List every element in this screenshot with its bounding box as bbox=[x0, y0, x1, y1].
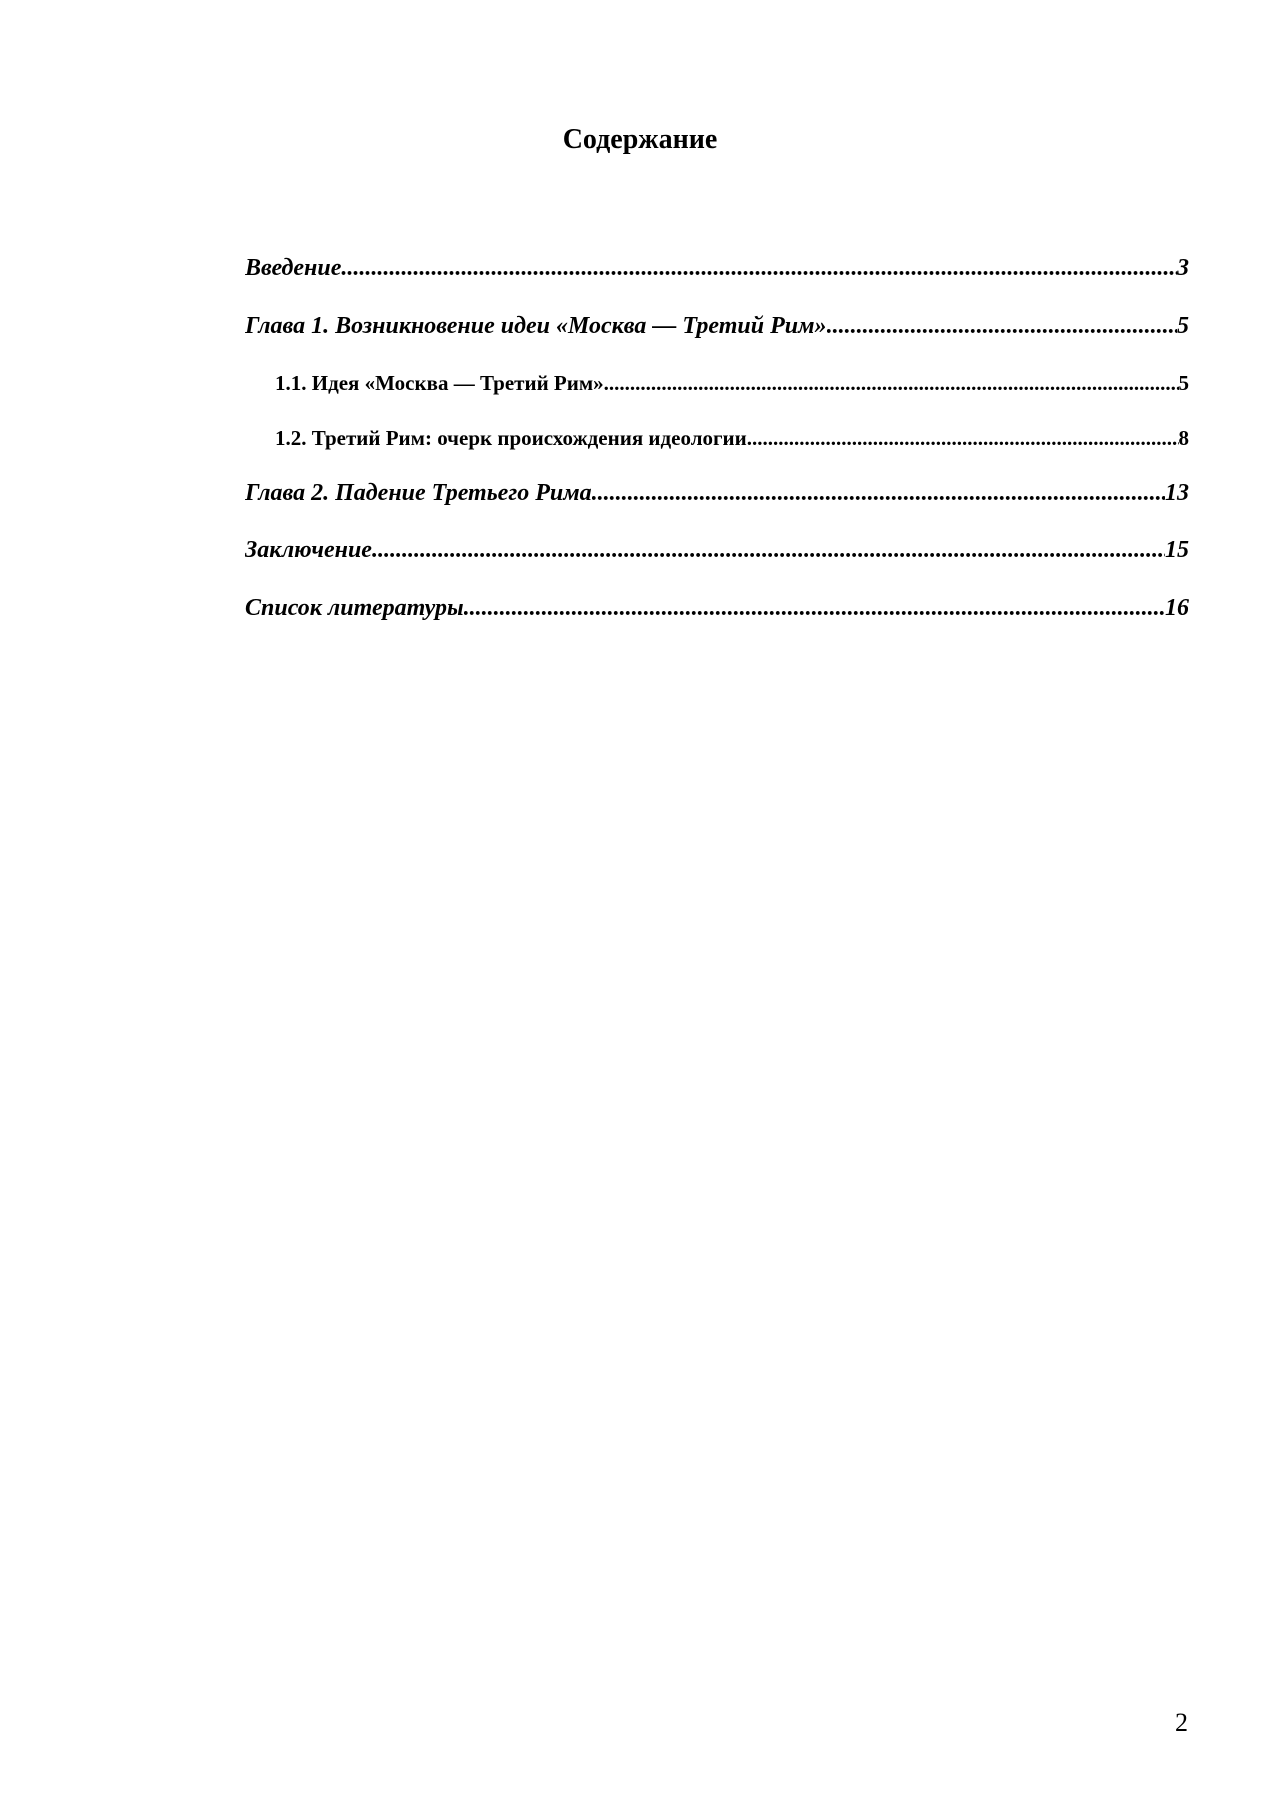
toc-entry-page: 16 bbox=[1165, 595, 1189, 621]
page-title: Содержание bbox=[562, 124, 718, 155]
toc-entry-chapter-2[interactable] bbox=[245, 478, 1189, 508]
toc-entry-title: Введение bbox=[245, 255, 342, 281]
toc-entry-section-1-1[interactable] bbox=[245, 369, 1189, 397]
toc-entry-page: 8 bbox=[1178, 426, 1189, 450]
toc-leader-dots bbox=[827, 311, 1177, 341]
toc-entry-title: Заключение bbox=[245, 537, 372, 563]
toc-entry-conclusion[interactable] bbox=[245, 535, 1189, 565]
toc-entry-introduction[interactable] bbox=[245, 253, 1189, 283]
toc-leader-dots bbox=[747, 424, 1179, 452]
toc-entry-title: 1.2. Третий Рим: очерк происхождения идеологии bbox=[275, 426, 747, 450]
toc-leader-dots bbox=[592, 478, 1165, 508]
toc-entry-chapter-1[interactable] bbox=[245, 311, 1189, 341]
toc-leader-dots bbox=[464, 593, 1165, 623]
toc-leader-dots bbox=[372, 535, 1165, 565]
toc-entry-title: Глава 2. Падение Третьего Рима bbox=[245, 480, 592, 506]
toc-entry-page: 13 bbox=[1165, 480, 1189, 506]
toc-entry-section-1-2[interactable] bbox=[245, 424, 1189, 452]
toc-leader-dots bbox=[341, 253, 1177, 283]
toc-entry-page: 15 bbox=[1165, 537, 1189, 563]
toc-entry-page: 5 bbox=[1177, 313, 1189, 339]
toc-entry-page: 3 bbox=[1177, 255, 1189, 281]
toc-entry-bibliography[interactable] bbox=[245, 593, 1189, 623]
toc-entry-title: Список литературы bbox=[245, 595, 464, 621]
toc-leader-dots bbox=[604, 369, 1179, 397]
toc-entry-title: Глава 1. Возникновение идеи «Москва — Третий Рим» bbox=[245, 313, 827, 339]
toc-entry-title: 1.1. Идея «Москва — Третий Рим» bbox=[275, 371, 604, 395]
toc-entry-page: 5 bbox=[1178, 371, 1189, 395]
page-number: 2 bbox=[1175, 1708, 1188, 1737]
